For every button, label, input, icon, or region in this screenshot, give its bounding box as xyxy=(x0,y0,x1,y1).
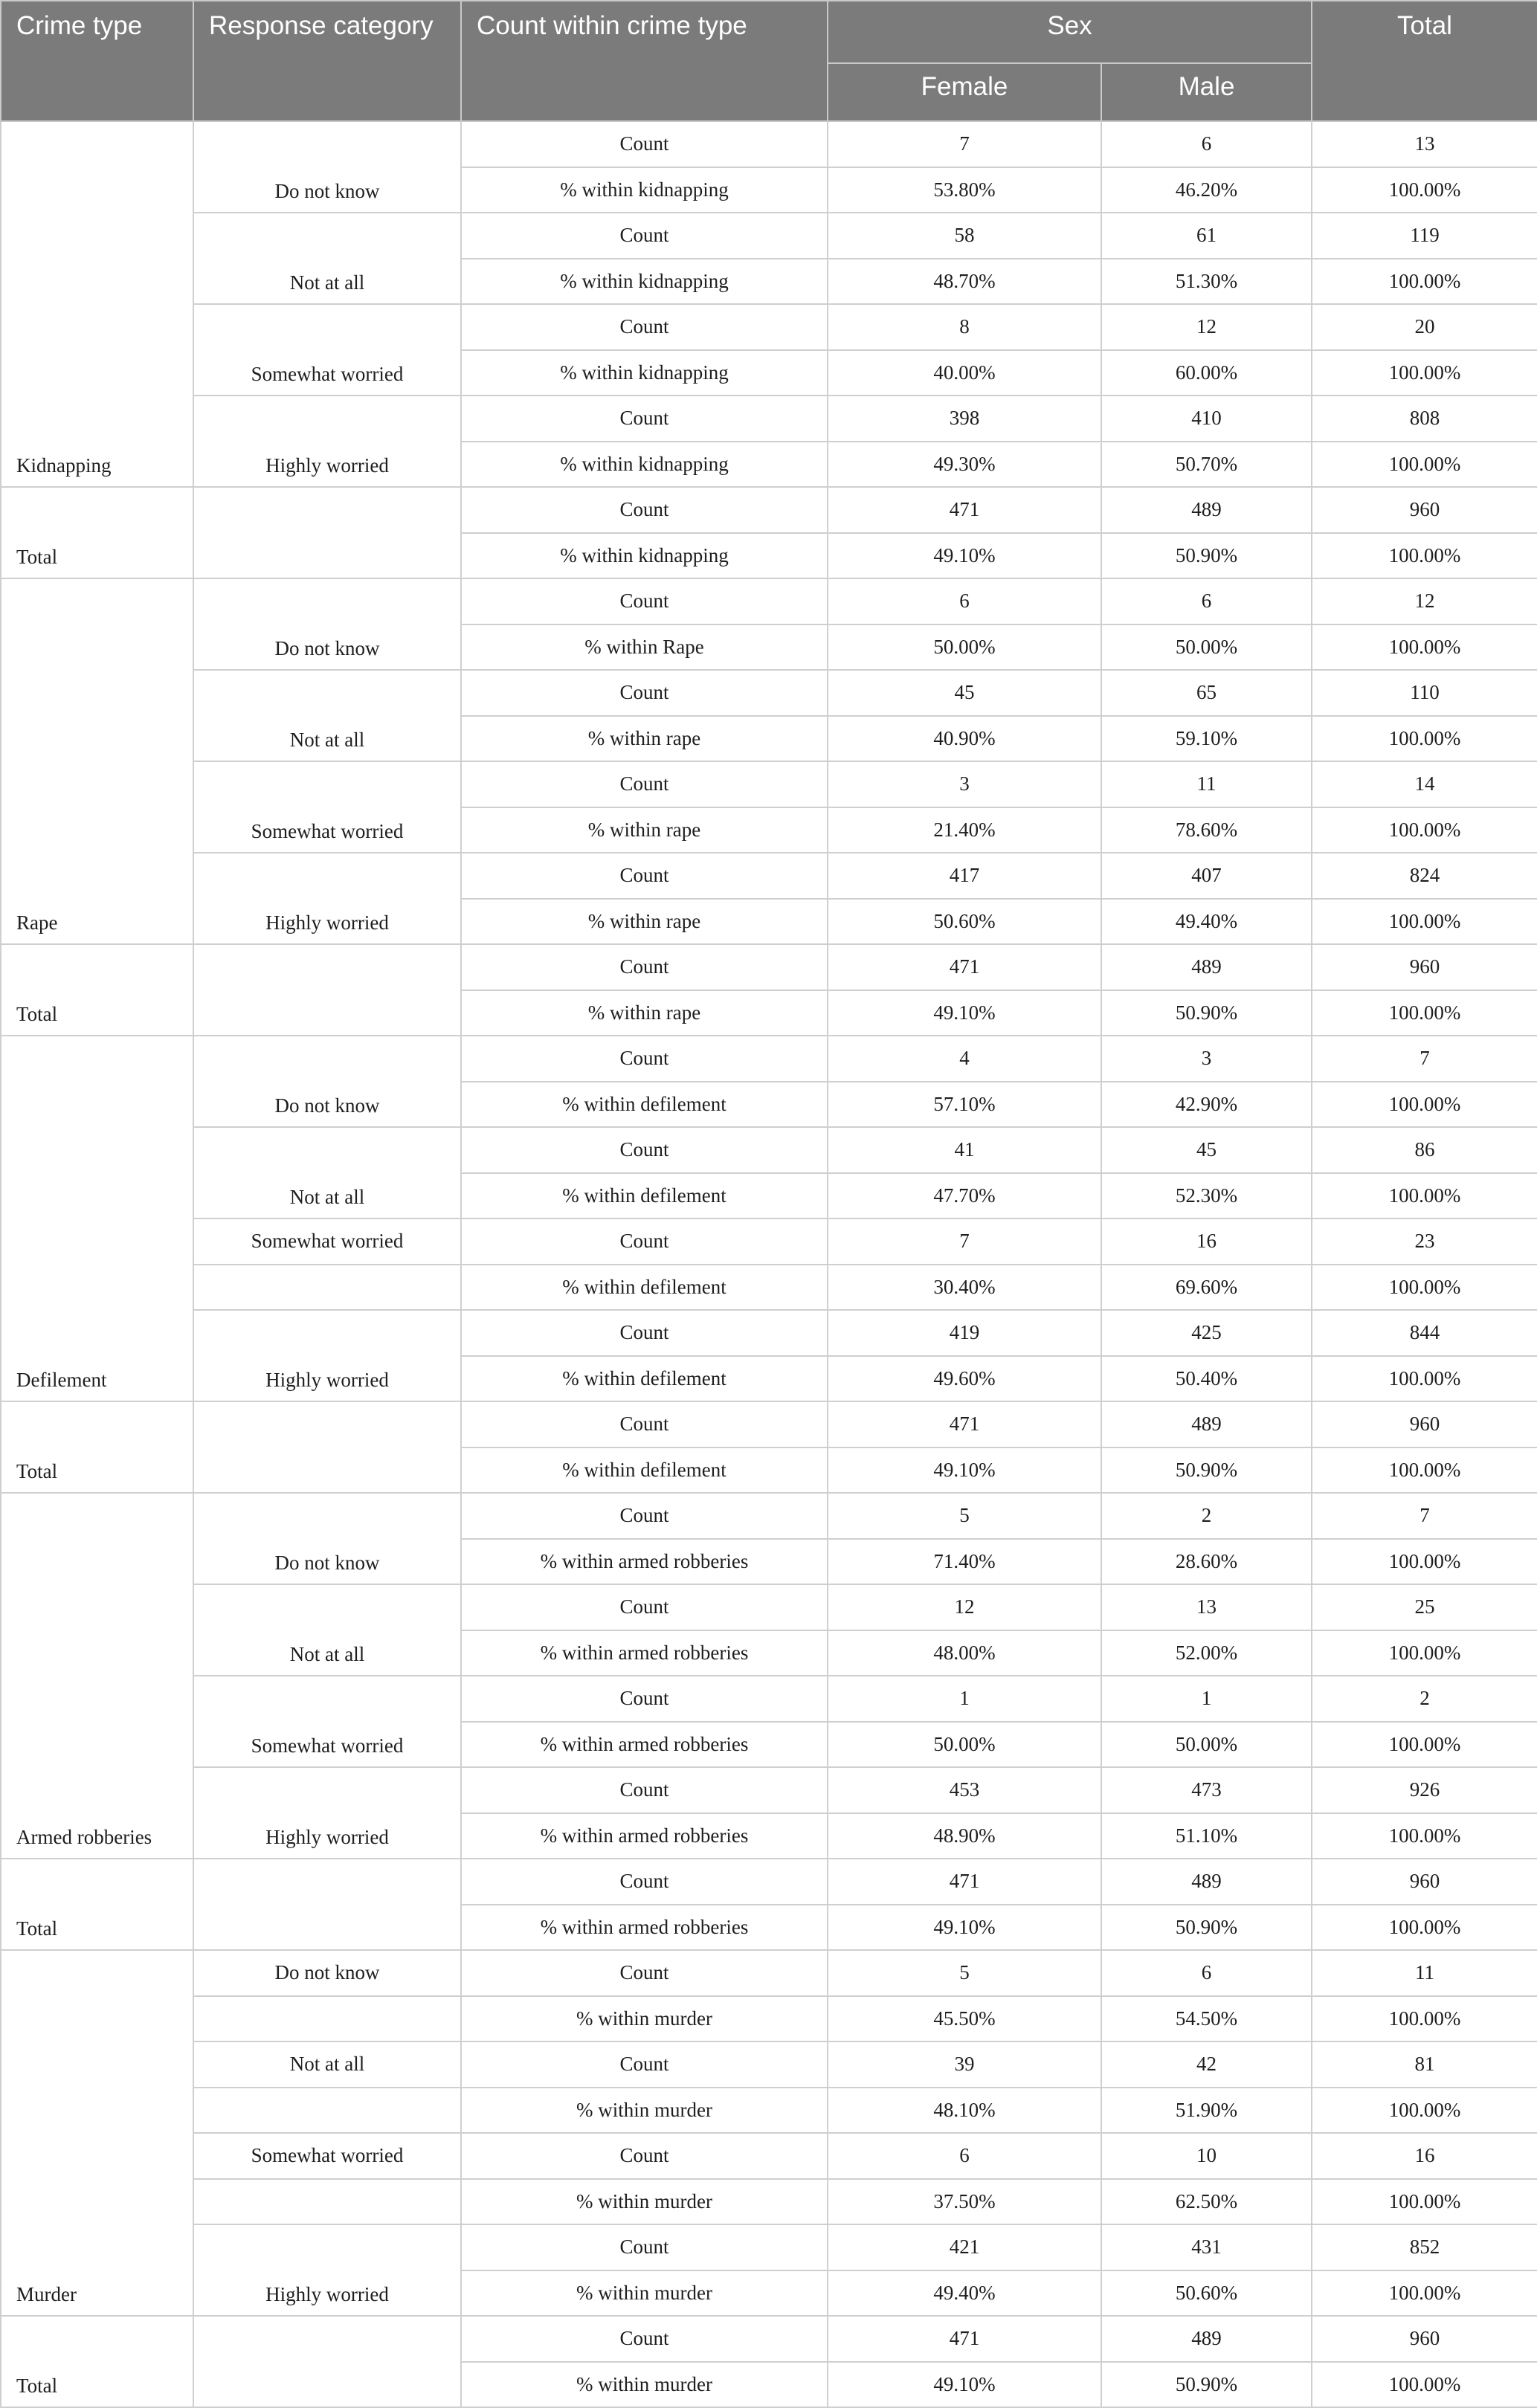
total-value: 11 xyxy=(1312,1950,1537,1996)
measure-cell: Count xyxy=(461,578,828,624)
female-value: 50.00% xyxy=(828,1722,1101,1768)
total-value: 100.00% xyxy=(1312,533,1537,579)
total-value: 100.00% xyxy=(1312,350,1537,396)
total-value: 844 xyxy=(1312,1310,1537,1356)
total-value: 100.00% xyxy=(1312,2362,1537,2408)
total-value: 926 xyxy=(1312,1767,1537,1813)
total-label-cell: Total xyxy=(1,1401,193,1493)
female-value: 7 xyxy=(828,1218,1101,1265)
female-value: 47.70% xyxy=(828,1173,1101,1219)
total-value: 960 xyxy=(1312,487,1537,533)
male-value: 49.40% xyxy=(1101,899,1312,945)
total-value: 100.00% xyxy=(1312,624,1537,671)
empty-cell xyxy=(193,944,461,1036)
measure-cell: Count xyxy=(461,944,828,990)
male-value: 13 xyxy=(1101,1584,1312,1630)
female-value: 419 xyxy=(828,1310,1101,1356)
response-category-cell: Somewhat worried xyxy=(193,761,461,853)
measure-cell: Count xyxy=(461,487,828,533)
table-row xyxy=(1,1950,1537,1996)
male-value: 6 xyxy=(1101,1950,1312,1996)
male-value: 50.90% xyxy=(1101,1447,1312,1494)
crime-type-cell: Defilement xyxy=(1,1036,193,1401)
response-category-cell: Not at all xyxy=(193,1127,461,1218)
female-value: 48.70% xyxy=(828,259,1101,305)
female-value: 471 xyxy=(828,487,1101,533)
response-category-cell: Highly worried xyxy=(193,1767,461,1859)
measure-cell: Count xyxy=(461,304,828,350)
table-row xyxy=(1,853,1537,899)
total-value: 100.00% xyxy=(1312,807,1537,853)
measure-cell: Count xyxy=(461,1676,828,1722)
empty-cell xyxy=(193,1265,461,1311)
male-value: 78.60% xyxy=(1101,807,1312,853)
female-value: 5 xyxy=(828,1493,1101,1539)
male-value: 28.60% xyxy=(1101,1539,1312,1585)
total-label-cell: Total xyxy=(1,2316,193,2407)
total-value: 100.00% xyxy=(1312,167,1537,213)
total-value: 852 xyxy=(1312,2224,1537,2270)
male-value: 1 xyxy=(1101,1676,1312,1722)
female-value: 1 xyxy=(828,1676,1101,1722)
female-value: 41 xyxy=(828,1127,1101,1173)
male-value: 50.90% xyxy=(1101,1905,1312,1951)
response-category-cell: Do not know xyxy=(193,578,461,670)
measure-cell: % within defilement xyxy=(461,1447,828,1494)
measure-cell: % within rape xyxy=(461,899,828,945)
female-value: 49.10% xyxy=(828,1447,1101,1494)
header-total: Total xyxy=(1312,1,1537,121)
total-value: 100.00% xyxy=(1312,2270,1537,2317)
response-category-cell: Not at all xyxy=(193,2041,461,2088)
response-category-cell: Do not know xyxy=(193,1950,461,1996)
measure-cell: Count xyxy=(461,1401,828,1447)
male-value: 489 xyxy=(1101,2316,1312,2362)
measure-cell: Count xyxy=(461,1127,828,1173)
total-value: 100.00% xyxy=(1312,1813,1537,1859)
response-category-cell: Do not know xyxy=(193,1036,461,1127)
male-value: 489 xyxy=(1101,487,1312,533)
table-row xyxy=(1,213,1537,259)
male-value: 16 xyxy=(1101,1218,1312,1265)
table-row xyxy=(1,670,1537,716)
male-value: 69.60% xyxy=(1101,1265,1312,1311)
measure-cell: Count xyxy=(461,121,828,167)
total-value: 81 xyxy=(1312,2041,1537,2088)
total-value: 86 xyxy=(1312,1127,1537,1173)
female-value: 45 xyxy=(828,670,1101,716)
measure-cell: Count xyxy=(461,2041,828,2088)
total-value: 100.00% xyxy=(1312,990,1537,1036)
total-value: 100.00% xyxy=(1312,1265,1537,1311)
header-count-within: Count within crime type xyxy=(461,1,828,121)
female-value: 12 xyxy=(828,1584,1101,1630)
measure-cell: % within murder xyxy=(461,1996,828,2042)
measure-cell: % within murder xyxy=(461,2088,828,2134)
table-row xyxy=(1,1493,1537,1539)
male-value: 61 xyxy=(1101,213,1312,259)
measure-cell: % within defilement xyxy=(461,1265,828,1311)
male-value: 6 xyxy=(1101,121,1312,167)
total-row xyxy=(1,487,1537,533)
female-value: 471 xyxy=(828,1401,1101,1447)
male-value: 10 xyxy=(1101,2133,1312,2179)
measure-cell: % within kidnapping xyxy=(461,533,828,579)
measure-cell: % within kidnapping xyxy=(461,442,828,488)
empty-cell xyxy=(193,2316,461,2407)
table-row xyxy=(1,2224,1537,2270)
male-value: 12 xyxy=(1101,304,1312,350)
female-value: 6 xyxy=(828,578,1101,624)
male-value: 51.30% xyxy=(1101,259,1312,305)
table-row xyxy=(1,1310,1537,1356)
male-value: 3 xyxy=(1101,1036,1312,1082)
male-value: 473 xyxy=(1101,1767,1312,1813)
total-value: 2 xyxy=(1312,1676,1537,1722)
total-label-cell: Total xyxy=(1,1859,193,1950)
table-row xyxy=(1,1676,1537,1722)
total-value: 13 xyxy=(1312,121,1537,167)
measure-cell: % within defilement xyxy=(461,1173,828,1219)
total-value: 20 xyxy=(1312,304,1537,350)
female-value: 49.10% xyxy=(828,990,1101,1036)
total-value: 100.00% xyxy=(1312,1447,1537,1494)
table-row xyxy=(1,761,1537,807)
empty-cell xyxy=(193,1859,461,1950)
male-value: 42 xyxy=(1101,2041,1312,2088)
male-value: 52.30% xyxy=(1101,1173,1312,1219)
table-row xyxy=(1,304,1537,350)
male-value: 50.90% xyxy=(1101,533,1312,579)
female-value: 58 xyxy=(828,213,1101,259)
table-row xyxy=(1,1218,1537,1265)
measure-cell: Count xyxy=(461,2224,828,2270)
table-row xyxy=(1,578,1537,624)
total-value: 100.00% xyxy=(1312,716,1537,762)
total-value: 100.00% xyxy=(1312,1356,1537,1402)
male-value: 431 xyxy=(1101,2224,1312,2270)
total-row xyxy=(1,2316,1537,2362)
male-value: 11 xyxy=(1101,761,1312,807)
measure-cell: Count xyxy=(461,1767,828,1813)
measure-cell: Count xyxy=(461,396,828,442)
response-category-cell: Highly worried xyxy=(193,853,461,944)
female-value: 45.50% xyxy=(828,1996,1101,2042)
header-female: Female xyxy=(828,63,1101,121)
measure-cell: Count xyxy=(461,213,828,259)
female-value: 5 xyxy=(828,1950,1101,1996)
male-value: 489 xyxy=(1101,944,1312,990)
response-category-cell: Highly worried xyxy=(193,396,461,487)
total-value: 110 xyxy=(1312,670,1537,716)
total-value: 7 xyxy=(1312,1036,1537,1082)
male-value: 62.50% xyxy=(1101,2179,1312,2225)
total-value: 100.00% xyxy=(1312,1996,1537,2042)
male-value: 50.00% xyxy=(1101,624,1312,671)
response-category-cell: Highly worried xyxy=(193,1310,461,1401)
total-label-cell: Total xyxy=(1,944,193,1036)
female-value: 8 xyxy=(828,304,1101,350)
female-value: 39 xyxy=(828,2041,1101,2088)
male-value: 52.00% xyxy=(1101,1630,1312,1676)
total-value: 100.00% xyxy=(1312,1539,1537,1585)
female-value: 7 xyxy=(828,121,1101,167)
total-value: 100.00% xyxy=(1312,1082,1537,1128)
total-value: 25 xyxy=(1312,1584,1537,1630)
table-row xyxy=(1,396,1537,442)
empty-cell xyxy=(193,1996,461,2042)
empty-cell xyxy=(193,2088,461,2134)
female-value: 471 xyxy=(828,2316,1101,2362)
male-value: 50.40% xyxy=(1101,1356,1312,1402)
male-value: 6 xyxy=(1101,578,1312,624)
male-value: 489 xyxy=(1101,1401,1312,1447)
female-value: 49.10% xyxy=(828,1905,1101,1951)
female-value: 48.00% xyxy=(828,1630,1101,1676)
female-value: 71.40% xyxy=(828,1539,1101,1585)
male-value: 407 xyxy=(1101,853,1312,899)
total-value: 100.00% xyxy=(1312,442,1537,488)
measure-cell: % within armed robberies xyxy=(461,1722,828,1768)
total-value: 14 xyxy=(1312,761,1537,807)
total-row xyxy=(1,1401,1537,1447)
male-value: 51.10% xyxy=(1101,1813,1312,1859)
female-value: 49.40% xyxy=(828,2270,1101,2317)
measure-cell: Count xyxy=(461,761,828,807)
total-value: 119 xyxy=(1312,213,1537,259)
measure-cell: Count xyxy=(461,1218,828,1265)
empty-cell xyxy=(193,2179,461,2225)
total-value: 100.00% xyxy=(1312,1905,1537,1951)
measure-cell: % within kidnapping xyxy=(461,167,828,213)
female-value: 3 xyxy=(828,761,1101,807)
total-value: 16 xyxy=(1312,2133,1537,2179)
measure-cell: % within murder xyxy=(461,2270,828,2317)
male-value: 410 xyxy=(1101,396,1312,442)
response-category-cell: Somewhat worried xyxy=(193,2133,461,2179)
male-value: 489 xyxy=(1101,1859,1312,1905)
female-value: 471 xyxy=(828,1859,1101,1905)
table-row xyxy=(1,2179,1537,2225)
table-row xyxy=(1,2041,1537,2088)
male-value: 54.50% xyxy=(1101,1996,1312,2042)
table-body xyxy=(1,121,1537,2407)
female-value: 30.40% xyxy=(828,1265,1101,1311)
female-value: 48.90% xyxy=(828,1813,1101,1859)
female-value: 50.00% xyxy=(828,624,1101,671)
response-category-cell: Somewhat worried xyxy=(193,304,461,396)
measure-cell: Count xyxy=(461,853,828,899)
table-row xyxy=(1,1265,1537,1311)
table-row xyxy=(1,121,1537,167)
male-value: 2 xyxy=(1101,1493,1312,1539)
male-value: 45 xyxy=(1101,1127,1312,1173)
male-value: 50.90% xyxy=(1101,990,1312,1036)
measure-cell: % within kidnapping xyxy=(461,350,828,396)
total-value: 7 xyxy=(1312,1493,1537,1539)
total-value: 960 xyxy=(1312,1401,1537,1447)
response-category-cell: Not at all xyxy=(193,1584,461,1676)
measure-cell: % within defilement xyxy=(461,1082,828,1128)
total-value: 100.00% xyxy=(1312,259,1537,305)
male-value: 50.00% xyxy=(1101,1722,1312,1768)
measure-cell: Count xyxy=(461,1310,828,1356)
total-value: 100.00% xyxy=(1312,1630,1537,1676)
male-value: 51.90% xyxy=(1101,2088,1312,2134)
total-value: 808 xyxy=(1312,396,1537,442)
total-value: 100.00% xyxy=(1312,2088,1537,2134)
female-value: 421 xyxy=(828,2224,1101,2270)
female-value: 49.10% xyxy=(828,2362,1101,2408)
female-value: 40.00% xyxy=(828,350,1101,396)
total-value: 100.00% xyxy=(1312,899,1537,945)
measure-cell: % within kidnapping xyxy=(461,259,828,305)
female-value: 21.40% xyxy=(828,807,1101,853)
measure-cell: % within rape xyxy=(461,807,828,853)
female-value: 53.80% xyxy=(828,167,1101,213)
female-value: 37.50% xyxy=(828,2179,1101,2225)
total-row xyxy=(1,1859,1537,1905)
measure-cell: % within armed robberies xyxy=(461,1539,828,1585)
measure-cell: % within murder xyxy=(461,2179,828,2225)
response-category-cell: Do not know xyxy=(193,121,461,213)
measure-cell: Count xyxy=(461,1950,828,1996)
total-value: 960 xyxy=(1312,2316,1537,2362)
header-sex: Sex xyxy=(828,1,1312,63)
response-category-cell: Highly worried xyxy=(193,2224,461,2316)
table-row xyxy=(1,2088,1537,2134)
female-value: 6 xyxy=(828,2133,1101,2179)
female-value: 398 xyxy=(828,396,1101,442)
header-male: Male xyxy=(1101,63,1312,121)
male-value: 46.20% xyxy=(1101,167,1312,213)
male-value: 50.60% xyxy=(1101,2270,1312,2317)
table-row xyxy=(1,1127,1537,1173)
male-value: 59.10% xyxy=(1101,716,1312,762)
total-value: 12 xyxy=(1312,578,1537,624)
measure-cell: Count xyxy=(461,670,828,716)
empty-cell xyxy=(193,1401,461,1493)
table-row xyxy=(1,1036,1537,1082)
response-category-cell: Somewhat worried xyxy=(193,1218,461,1265)
male-value: 50.70% xyxy=(1101,442,1312,488)
female-value: 49.30% xyxy=(828,442,1101,488)
total-value: 23 xyxy=(1312,1218,1537,1265)
male-value: 50.90% xyxy=(1101,2362,1312,2408)
measure-cell: Count xyxy=(461,1493,828,1539)
male-value: 42.90% xyxy=(1101,1082,1312,1128)
crime-type-cell: Armed robberies xyxy=(1,1493,193,1859)
table-header xyxy=(1,1,1537,121)
header-response-category: Response category xyxy=(193,1,461,121)
total-value: 100.00% xyxy=(1312,1173,1537,1219)
female-value: 471 xyxy=(828,944,1101,990)
female-value: 40.90% xyxy=(828,716,1101,762)
total-value: 100.00% xyxy=(1312,2179,1537,2225)
crime-type-cell: Rape xyxy=(1,578,193,944)
measure-cell: % within rape xyxy=(461,716,828,762)
table-row xyxy=(1,1767,1537,1813)
measure-cell: % within armed robberies xyxy=(461,1905,828,1951)
measure-cell: Count xyxy=(461,2133,828,2179)
total-value: 824 xyxy=(1312,853,1537,899)
total-value: 100.00% xyxy=(1312,1722,1537,1768)
female-value: 49.10% xyxy=(828,533,1101,579)
female-value: 4 xyxy=(828,1036,1101,1082)
table-row xyxy=(1,1996,1537,2042)
response-category-cell: Not at all xyxy=(193,670,461,761)
response-category-cell: Somewhat worried xyxy=(193,1676,461,1767)
measure-cell: % within rape xyxy=(461,990,828,1036)
header-crime-type: Crime type xyxy=(1,1,193,121)
measure-cell: % within Rape xyxy=(461,624,828,671)
female-value: 417 xyxy=(828,853,1101,899)
female-value: 50.60% xyxy=(828,899,1101,945)
female-value: 48.10% xyxy=(828,2088,1101,2134)
measure-cell: Count xyxy=(461,1859,828,1905)
male-value: 65 xyxy=(1101,670,1312,716)
total-row xyxy=(1,944,1537,990)
total-value: 960 xyxy=(1312,1859,1537,1905)
measure-cell: Count xyxy=(461,2316,828,2362)
measure-cell: % within murder xyxy=(461,2362,828,2408)
female-value: 57.10% xyxy=(828,1082,1101,1128)
crime-type-cell: Kidnapping xyxy=(1,121,193,487)
measure-cell: % within defilement xyxy=(461,1356,828,1402)
measure-cell: Count xyxy=(461,1036,828,1082)
response-category-cell: Do not know xyxy=(193,1493,461,1584)
crime-type-cell: Murder xyxy=(1,1950,193,2316)
empty-cell xyxy=(193,487,461,578)
female-value: 453 xyxy=(828,1767,1101,1813)
female-value: 49.60% xyxy=(828,1356,1101,1402)
male-value: 60.00% xyxy=(1101,350,1312,396)
male-value: 425 xyxy=(1101,1310,1312,1356)
measure-cell: Count xyxy=(461,1584,828,1630)
table-row xyxy=(1,2133,1537,2179)
response-category-cell: Not at all xyxy=(193,213,461,304)
total-label-cell: Total xyxy=(1,487,193,578)
measure-cell: % within armed robberies xyxy=(461,1813,828,1859)
measure-cell: % within armed robberies xyxy=(461,1630,828,1676)
table-row xyxy=(1,1584,1537,1630)
total-value: 960 xyxy=(1312,944,1537,990)
